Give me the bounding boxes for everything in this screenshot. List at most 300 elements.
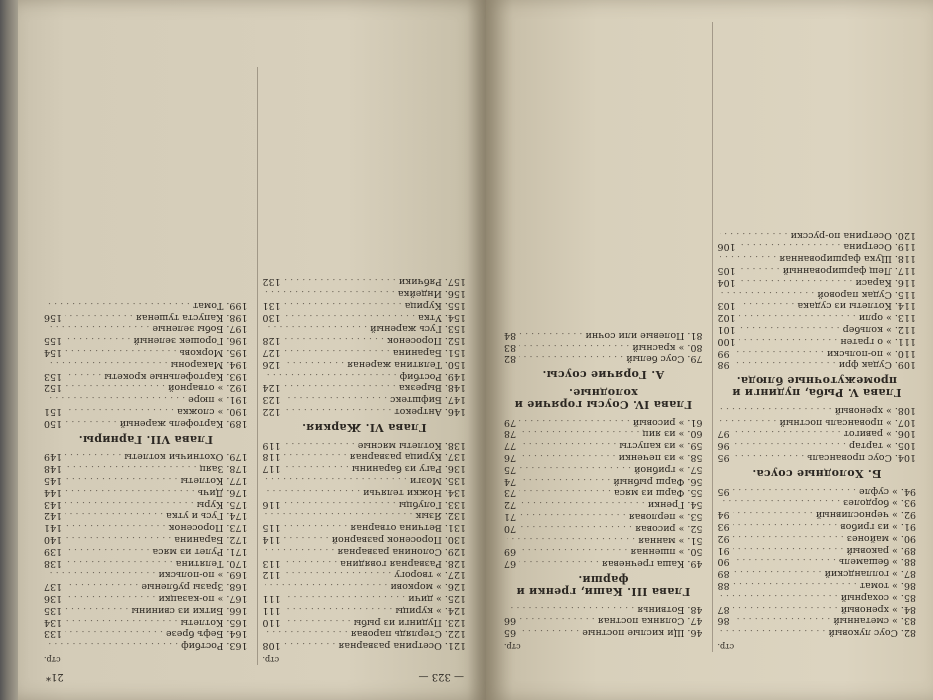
toc-entry-title: 120. Осетрина по-русски . . . (721, 229, 917, 241)
toc-entry-page (263, 510, 266, 522)
toc-entry-page: 88 (717, 580, 730, 592)
toc-entry-title: 49. Каша гречневая . . . (519, 557, 702, 569)
toc-entry (718, 603, 917, 615)
toc-entry (263, 545, 467, 557)
toc-entry-page: 75 (504, 463, 517, 475)
toc-entry (718, 288, 917, 300)
toc-entry-page (263, 486, 266, 498)
toc-entry-title: 92. » черносливный . . . (733, 508, 916, 520)
toc-entry-title: 192. » отварной . . . (65, 382, 247, 394)
toc-entry-title: 82. Соус луковый . . . (721, 626, 917, 638)
toc-entry-title: 83. » сметанный . . . (733, 615, 916, 627)
toc-entry (504, 341, 703, 353)
toc-entry (263, 299, 467, 311)
toc-entry (44, 334, 248, 346)
toc-entry-title: 87. » голландский . . . (733, 567, 916, 579)
toc-entry (44, 405, 248, 417)
toc-entry-page: 105 (717, 265, 736, 277)
toc-entry-title: 59. » из капусты . . . (519, 439, 702, 451)
toc-entry (263, 628, 467, 640)
toc-entry (504, 498, 703, 510)
toc-entry-title: 123. Пудинги из рыбы . . . (284, 616, 466, 628)
toc-entry-title: 163. Ростбиф . . . (47, 639, 248, 651)
toc-entry-page: 102 (717, 312, 736, 324)
toc-entry-page: 124 (262, 382, 281, 394)
toc-entry (718, 567, 917, 579)
toc-entry-title: 91. » из грибов . . . (733, 520, 916, 532)
toc-entry-title: 171. Рулет из мяса . . . (65, 545, 247, 557)
toc-entry-title: 48. Ботвинья . . . (507, 603, 703, 615)
toc-entry-page: 72 (504, 499, 517, 511)
entry-list (718, 485, 917, 638)
toc-entry-title: 121. Осетрина разварная . . . (284, 639, 466, 651)
toc-entry (263, 382, 467, 394)
section-title: Глава VII. Гарниры. (78, 432, 213, 446)
toc-entry-page (263, 370, 266, 382)
toc-entry (44, 545, 248, 557)
toc-entry (263, 287, 467, 299)
toc-entry-title: 176. Дичь . . . (65, 486, 247, 498)
toc-entry (263, 346, 467, 358)
toc-entry (44, 592, 248, 604)
toc-entry-page: 127 (262, 347, 281, 359)
toc-entry-title: 146. Антрекот . . . (284, 405, 466, 417)
toc-entry-page: 113 (262, 557, 281, 569)
toc-entry-page: 95 (717, 485, 730, 497)
toc-entry-page: 86 (717, 615, 730, 627)
toc-entry-title: 126. » моркови . . . (266, 580, 467, 592)
toc-entry (263, 557, 467, 569)
toc-entry (718, 615, 917, 627)
toc-entry-page: 149 (44, 451, 63, 463)
toc-entry-page: 98 (717, 359, 730, 371)
toc-entry-title: 104. Соус провансаль . . . (733, 451, 916, 463)
toc-entry-title: 46. Щи кислые постные . . . (519, 626, 702, 638)
toc-entry-title: 109. Судак фри . . . (733, 359, 916, 371)
book-edge (0, 0, 18, 700)
toc-entry (44, 521, 248, 533)
toc-entry-title: 129. Солонина разварная . . . (266, 545, 467, 557)
toc-entry (263, 370, 467, 382)
left-column-2 (40, 67, 252, 665)
entry-list (263, 276, 467, 418)
toc-entry (44, 382, 248, 394)
section-title: Глава VI. Жаркия. (301, 420, 427, 434)
toc-entry (44, 486, 248, 498)
toc-entry-title: 85. » сохарный . . . (721, 591, 917, 603)
toc-entry (504, 329, 703, 341)
toc-entry-title: 54. Гренки . . . (519, 498, 702, 510)
toc-entry-title: 133. Голубцы . . . (284, 498, 466, 510)
toc-entry-title: 88. » бешамель . . . (733, 556, 916, 568)
toc-entry-title: 195. Морковь . . . (65, 346, 247, 358)
toc-entry-page: 130 (262, 311, 281, 323)
toc-entry-page: 137 (44, 581, 63, 593)
toc-entry-page: 82 (504, 353, 517, 365)
toc-entry (718, 323, 917, 335)
toc-entry-title: 179. Охотничьи котлеты . . . (65, 451, 247, 463)
toc-entry-title: 132. Язык . . . (266, 510, 467, 522)
toc-entry (263, 276, 467, 288)
toc-entry (504, 416, 703, 428)
toc-entry-page (263, 474, 266, 486)
signature-mark: 21* (46, 671, 64, 682)
toc-entry-title: 199. Томат . . . (47, 299, 248, 311)
column-head: стр. (504, 642, 521, 651)
toc-entry-title: 90. » майонез . . . (733, 532, 916, 544)
toc-entry (44, 346, 248, 358)
toc-entry (44, 311, 248, 323)
entry-list (504, 603, 703, 638)
toc-entry (718, 579, 917, 591)
toc-entry (44, 604, 248, 616)
toc-entry-title: 168. Зразы рубленые . . . (65, 580, 247, 592)
toc-entry-title: 114. Котлеты из судака . . . (739, 300, 916, 312)
section-title: Б. Холодные соуса. (752, 466, 882, 480)
toc-entry (44, 474, 248, 486)
toc-entry-page: 118 (262, 451, 281, 463)
toc-entry (44, 462, 248, 474)
toc-entry-title: 167. » по-казацки . . . (65, 592, 247, 604)
toc-entry-page: 89 (717, 568, 730, 580)
toc-entry-page: 66 (504, 615, 517, 627)
toc-entry-page (263, 628, 266, 640)
toc-entry-title: 56. Фарш рыбный . . . (519, 475, 702, 487)
toc-entry (263, 533, 467, 545)
toc-entry (263, 498, 467, 510)
toc-entry-title: 47. Солянка постная . . . (519, 615, 702, 627)
entry-list (44, 299, 248, 429)
toc-entry-page: 117 (262, 463, 281, 475)
toc-entry-page: 69 (504, 546, 517, 558)
toc-entry-title: 174. Гусь и утка . . . (65, 510, 247, 522)
toc-entry (718, 532, 917, 544)
toc-entry-title: 178. Заяц . . . (65, 462, 247, 474)
toc-entry-page: 123 (262, 394, 281, 406)
toc-entry (44, 510, 248, 522)
toc-entry (718, 544, 917, 556)
toc-entry-title: 130. Поросенок разварной . . . (284, 533, 466, 545)
toc-entry-page: 133 (44, 628, 63, 640)
toc-entry (504, 439, 703, 451)
toc-entry (263, 462, 467, 474)
section-title: Глава III. Каши, гренки и фарши. (516, 573, 691, 598)
toc-entry-page (263, 323, 266, 335)
toc-entry-page (44, 393, 47, 405)
toc-entry (44, 639, 248, 651)
toc-entry (263, 592, 467, 604)
toc-entry-title: 58. » из печенки . . . (519, 451, 702, 463)
toc-entry-title: 60. » из яиц . . . (519, 428, 702, 440)
toc-entry (504, 451, 703, 463)
toc-entry-title: 196. Горошек зеленый . . . (65, 334, 247, 346)
toc-entry-title: 108. » хреновый . . . (721, 404, 917, 416)
toc-entry-title: 131. Ветчина отварная . . . (284, 521, 466, 533)
toc-entry (44, 358, 248, 370)
subsection-title: А. Горячие соусы. (542, 368, 665, 382)
toc-entry-page: 151 (44, 406, 63, 418)
toc-entry-title: 198. Капуста тушеная . . . (65, 311, 247, 323)
toc-entry (263, 311, 467, 323)
toc-entry (718, 416, 917, 428)
toc-entry (263, 439, 467, 451)
toc-entry-page: 110 (262, 616, 281, 628)
toc-entry-page: 99 (717, 347, 730, 359)
toc-entry-page: 71 (504, 511, 517, 523)
toc-entry-page (44, 323, 47, 335)
toc-entry (44, 569, 248, 581)
toc-entry-title: 51. » манная . . . (507, 534, 703, 546)
toc-entry (44, 393, 248, 405)
toc-entry-page: 84 (504, 329, 517, 341)
toc-entry (44, 323, 248, 335)
toc-entry-page: 79 (504, 416, 517, 428)
toc-entry (718, 520, 917, 532)
column-head: стр. (44, 655, 61, 664)
toc-entry-page: 116 (262, 498, 281, 510)
toc-entry-page: 111 (262, 593, 281, 605)
toc-entry-title: 84. » хреновый . . . (733, 603, 916, 615)
toc-entry-page: 100 (717, 335, 736, 347)
section-title: Глава V. Рыба, пудинги и промежуточные блюда. (732, 374, 902, 400)
toc-entry-title: 117. Лещ фаршированный . . . (739, 264, 916, 276)
toc-entry-page: 145 (44, 475, 63, 487)
toc-entry (504, 475, 703, 487)
toc-entry-title: 113. » орли . . . (739, 311, 916, 323)
toc-entry-page: 143 (44, 498, 63, 510)
toc-entry-title: 122. Стерлядь паровая . . . (266, 628, 467, 640)
toc-entry-title: 189. Картофель жареный . . . (65, 417, 247, 429)
toc-entry-title: 165. Котлеты . . . (65, 616, 247, 628)
left-columns (40, 67, 470, 665)
toc-entry-page: 134 (44, 616, 63, 628)
toc-entry-title: 93. » бордолез . . . (721, 497, 917, 509)
toc-entry-page: 142 (44, 510, 63, 522)
toc-entry-page (718, 253, 721, 265)
toc-entry-title: 148. Вырезка . . . (284, 382, 466, 394)
toc-entry-title: 80. » красный . . . (519, 341, 702, 353)
left-running-header (40, 671, 470, 682)
toc-entry-page: 148 (44, 463, 63, 475)
toc-entry-title: 127. » творогу . . . (284, 569, 466, 581)
toc-entry-page: 67 (504, 558, 517, 570)
toc-entry-page: 138 (44, 557, 63, 569)
toc-entry-title: 106. » равигот . . . (733, 428, 916, 440)
toc-entry-title: 52. » рисовая . . . (519, 522, 702, 534)
toc-entry (718, 485, 917, 497)
toc-entry-page (504, 534, 507, 546)
toc-entry-page: 101 (717, 324, 736, 336)
toc-entry-title: 111. » о гратен . . . (739, 335, 916, 347)
entry-list (44, 451, 248, 652)
toc-entry-page: 94 (717, 509, 730, 521)
toc-entry-title: 169. » по-польски . . . (47, 569, 248, 581)
toc-entry-title: 55. Фарш из мяса . . . (519, 487, 702, 499)
toc-entry (718, 556, 917, 568)
page-number: — 323 — (418, 671, 464, 682)
toc-entry-page (44, 358, 47, 370)
toc-entry-title: 149. Ростбиф . . . (266, 370, 467, 382)
toc-entry (504, 626, 703, 638)
toc-entry (263, 616, 467, 628)
toc-entry-title: 125. » дичи . . . (284, 592, 466, 604)
toc-entry-title: 136. Рагу из баранины . . . (284, 462, 466, 474)
toc-entry-page: 140 (44, 534, 63, 546)
toc-entry-title: 115. Судак паровой . . . (721, 288, 917, 300)
toc-entry-title: 57. » грибной . . . (519, 463, 702, 475)
toc-entry-page: 153 (44, 370, 63, 382)
toc-entry-title: 134. Ножки телячьи . . . (266, 486, 467, 498)
toc-entry-page (44, 569, 47, 581)
toc-entry-title: 151. Баранина . . . (284, 346, 466, 358)
toc-entry (263, 451, 467, 463)
toc-entry-page (718, 288, 721, 300)
toc-entry (44, 498, 248, 510)
toc-entry (504, 428, 703, 440)
toc-entry (263, 510, 467, 522)
entry-list (718, 229, 917, 371)
toc-entry (44, 299, 248, 311)
toc-entry-title: 193. Картофельные крокеты . . . (65, 370, 247, 382)
toc-entry-title: 124. » курицы . . . (284, 604, 466, 616)
toc-entry-page: 92 (717, 532, 730, 544)
toc-entry (718, 428, 917, 440)
toc-entry-title: 170. Телятина . . . (65, 557, 247, 569)
toc-entry-title: 119. Осетрина . . . (739, 241, 916, 253)
toc-entry-page (718, 626, 721, 638)
toc-entry-page: 73 (504, 487, 517, 499)
toc-entry-page (263, 580, 266, 592)
toc-entry-title: 118. Щука фаршированная . . . (721, 253, 917, 265)
toc-entry-page: 74 (504, 475, 517, 487)
toc-entry (718, 335, 917, 347)
toc-entry-page (718, 591, 721, 603)
column-head: стр. (262, 655, 280, 664)
toc-entry (504, 463, 703, 475)
toc-entry-title: 156. Индейка . . . (266, 287, 467, 299)
toc-entry-page: 114 (262, 534, 281, 546)
toc-entry (504, 603, 703, 615)
toc-entry (263, 393, 467, 405)
toc-entry (44, 417, 248, 429)
toc-entry-page: 132 (262, 276, 281, 288)
toc-entry-page (44, 299, 47, 311)
toc-entry-page: 122 (262, 406, 281, 418)
toc-entry (263, 580, 467, 592)
toc-entry (263, 521, 467, 533)
toc-entry-title: 137. Курица разварная . . . (284, 451, 466, 463)
toc-entry-page (44, 639, 47, 651)
entry-list (504, 416, 703, 569)
toc-entry-title: 150. Телятина жареная . . . (284, 358, 466, 370)
toc-entry-title: 155. Курица . . . (284, 299, 466, 311)
toc-entry (44, 451, 248, 463)
toc-entry (504, 487, 703, 499)
toc-entry-title: 89. » раковый . . . (733, 544, 916, 556)
toc-entry (504, 522, 703, 534)
toc-entry-page: 70 (504, 522, 517, 534)
toc-entry-page: 97 (717, 428, 730, 440)
toc-entry (718, 497, 917, 509)
left-page-content (40, 62, 470, 682)
toc-entry (44, 580, 248, 592)
toc-entry-page: 93 (717, 521, 730, 533)
toc-entry (718, 451, 917, 463)
toc-entry-page: 154 (44, 347, 63, 359)
toc-entry-title: 175. Куры . . . (65, 498, 247, 510)
toc-entry-title: 157. Рябчики . . . (284, 276, 466, 288)
toc-entry-page: 65 (504, 627, 517, 639)
toc-entry-title: 164. Бефъ брезе . . . (65, 628, 247, 640)
toc-entry-title: 81. Полевые или сочни . . . (519, 329, 702, 341)
toc-entry-title: 138. Котлеты мясные . . . (284, 439, 466, 451)
toc-entry (718, 347, 917, 359)
toc-entry-page: 126 (262, 358, 281, 370)
toc-entry (263, 474, 467, 486)
toc-entry-page: 131 (262, 299, 281, 311)
toc-entry-page: 95 (717, 452, 730, 464)
toc-entry (504, 557, 703, 569)
toc-entry-title: 61. » рисовый . . . (519, 416, 702, 428)
toc-entry (718, 241, 917, 253)
toc-entry-page: 91 (717, 544, 730, 556)
toc-entry-page: 135 (44, 604, 63, 616)
toc-entry-title: 197. Бобы зеленые . . . (47, 323, 248, 335)
toc-entry-page: 108 (262, 640, 281, 652)
toc-entry (718, 359, 917, 371)
toc-entry-title: 53. » перловая . . . (519, 510, 702, 522)
toc-entry-title: 172. Баранина . . . (65, 533, 247, 545)
toc-entry-page: 115 (262, 522, 281, 534)
toc-entry (44, 628, 248, 640)
toc-entry-page: 119 (262, 439, 281, 451)
toc-entry-page: 128 (262, 335, 281, 347)
toc-entry (718, 626, 917, 638)
toc-entry-page: 111 (262, 604, 281, 616)
toc-entry-page: 150 (44, 417, 63, 429)
toc-entry (263, 358, 467, 370)
toc-entry-page: 152 (44, 382, 63, 394)
toc-entry-title: 147. Бифштекс . . . (284, 393, 466, 405)
toc-entry (718, 300, 917, 312)
toc-entry-title: 110. » по-польски . . . (733, 347, 916, 359)
toc-entry (718, 229, 917, 241)
toc-entry (44, 616, 248, 628)
toc-entry (718, 591, 917, 603)
toc-entry-page: 136 (44, 593, 63, 605)
toc-entry-page: 83 (504, 341, 517, 353)
toc-entry (504, 615, 703, 627)
toc-entry-title: 94. » суфле . . . (733, 485, 916, 497)
toc-entry-page (718, 404, 721, 416)
toc-entry (44, 557, 248, 569)
toc-entry-page: 104 (717, 276, 736, 288)
toc-entry-page (263, 287, 266, 299)
toc-entry-page: 76 (504, 452, 517, 464)
toc-entry (504, 353, 703, 365)
toc-entry-title: 86. » томат . . . (733, 579, 916, 591)
toc-entry-title: 153. Гусь жареный . . . (266, 323, 467, 335)
right-columns (500, 22, 920, 652)
toc-entry (263, 323, 467, 335)
toc-entry (718, 264, 917, 276)
toc-entry (718, 311, 917, 323)
toc-entry-title: 154. Утка . . . (284, 311, 466, 323)
toc-entry (504, 510, 703, 522)
toc-entry-page: 141 (44, 522, 63, 534)
toc-entry-title: 112. » кольбер . . . (739, 323, 916, 335)
toc-entry-title: 190. » сложка . . . (65, 405, 247, 417)
